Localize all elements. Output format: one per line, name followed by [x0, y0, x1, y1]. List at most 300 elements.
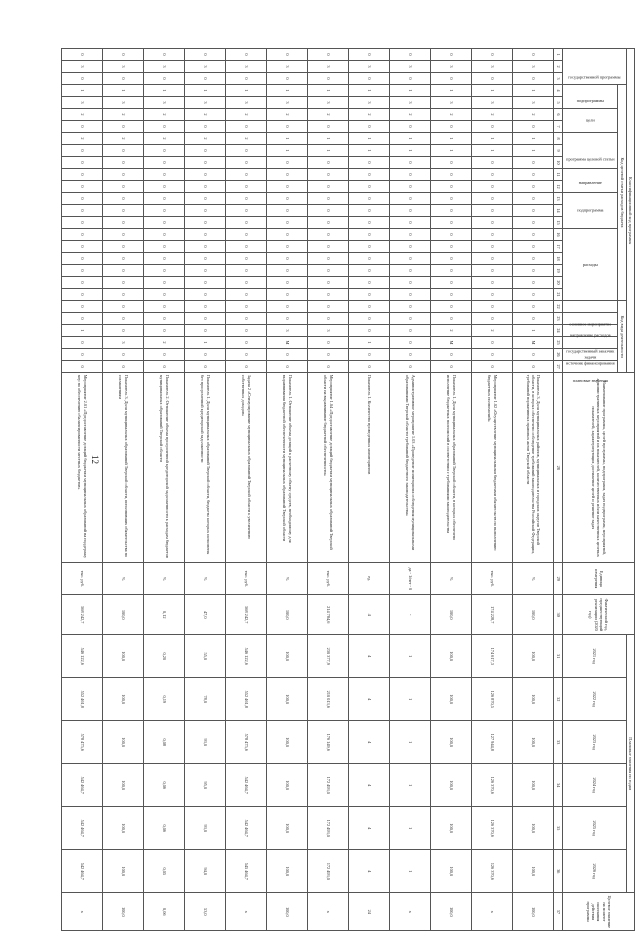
code-cell: 1	[390, 85, 431, 97]
code-cell: 2	[431, 109, 472, 121]
base-value-cell: 100,0	[103, 595, 144, 635]
table-row	[185, 49, 226, 931]
plan-value-cell: 1	[390, 635, 431, 678]
code-cell: 0	[431, 265, 472, 277]
code-cell: 0	[390, 49, 431, 61]
goal-code-header: цели	[563, 109, 618, 133]
code-cell: 0	[185, 325, 226, 337]
code-cell: 0	[431, 73, 472, 85]
code-cell: 0	[267, 265, 308, 277]
code-cell: 2	[62, 133, 103, 145]
code-cell: 0	[513, 361, 554, 373]
code-cell: 0	[267, 49, 308, 61]
code-cell: 0	[185, 181, 226, 193]
code-cell: 2	[472, 325, 513, 337]
code-cell: 0	[472, 169, 513, 181]
code-cell: 1	[431, 85, 472, 97]
code-cell: 0	[390, 217, 431, 229]
code-cell: 0	[308, 49, 349, 61]
plan-value-cell: 1	[390, 678, 431, 721]
code-cell: 0	[226, 349, 267, 361]
code-cell: 0	[185, 301, 226, 313]
table-row	[226, 49, 267, 931]
code-cell: 1	[513, 325, 554, 337]
code-cell: 1	[513, 145, 554, 157]
code-cell: 1	[349, 337, 390, 349]
column-number: 14	[554, 205, 563, 217]
code-cell: 0	[513, 217, 554, 229]
code-cell: 0	[472, 265, 513, 277]
code-cell: 1	[185, 337, 226, 349]
code-cell: 0	[185, 157, 226, 169]
code-cell: 0	[267, 301, 308, 313]
code-cell: 1	[349, 145, 390, 157]
plan-value-cell: 94,0	[185, 850, 226, 893]
code-cell: 0	[226, 265, 267, 277]
area-header: направление расходов	[563, 313, 618, 325]
code-cell: 0	[390, 289, 431, 301]
plan-value-cell: 1	[390, 721, 431, 764]
code-cell: 0	[226, 313, 267, 325]
code-cell: 0	[308, 121, 349, 133]
code-cell: 0	[390, 349, 431, 361]
plan-value-cell: 210 013,6	[308, 678, 349, 721]
code-cell: 0	[226, 277, 267, 289]
table-row	[62, 49, 103, 931]
code-cell: 0	[349, 229, 390, 241]
code-cell: 0	[226, 289, 267, 301]
plan-value-cell: 174 617,3	[472, 635, 513, 678]
code-cell: 0	[390, 205, 431, 217]
code-cell: 3	[226, 61, 267, 73]
indicator-name-cell: Мероприятие 2.01 «Предоставление дотаций бюджетам муниципальных образований на поддержку мер по обеспечению сбалансированности местных бюджетов»	[62, 373, 103, 563]
code-cell: 3	[185, 97, 226, 109]
code-cell: 0	[103, 349, 144, 361]
code-cell: 0	[349, 277, 390, 289]
code-cell: 0	[308, 313, 349, 325]
code-cell: 0	[267, 193, 308, 205]
plan-value-cell: 78,0	[185, 678, 226, 721]
code-cell: 1	[144, 85, 185, 97]
code-cell: 0	[431, 289, 472, 301]
year-2025-header: 2025 год	[563, 807, 626, 850]
indicator-name-cell: Показатель 1. Отношение объема дотаций к расчетному объему средств, необходимому для выравнивания бюджетной обеспеченности муниципальных образований Тверской области	[267, 373, 308, 563]
code-cell: 1	[513, 133, 554, 145]
code-cell: 0	[103, 277, 144, 289]
code-cell: 0	[431, 241, 472, 253]
plan-value-cell: 100,0	[513, 764, 554, 807]
plan-value-cell: 100,0	[431, 635, 472, 678]
plan-value-cell: 127 944,8	[472, 721, 513, 764]
code-cell: 3	[390, 97, 431, 109]
code-cell: 0	[267, 277, 308, 289]
code-cell: 0	[144, 289, 185, 301]
code-cell: 0	[349, 181, 390, 193]
base-value-cell: 100,0	[513, 595, 554, 635]
unit-cell: %	[431, 563, 472, 595]
mark-header: плановые значения	[563, 361, 618, 373]
column-number: 20	[554, 277, 563, 289]
code-cell: 0	[226, 181, 267, 193]
plan-value-cell: 1	[390, 764, 431, 807]
final-value-cell: 24	[349, 893, 390, 931]
code-cell: 1	[390, 133, 431, 145]
code-cell: 0	[144, 301, 185, 313]
code-cell: 1	[62, 85, 103, 97]
plan-value-cell: 100,0	[103, 678, 144, 721]
code-cell: 0	[308, 289, 349, 301]
code-cell: 0	[513, 121, 554, 133]
name-column-header: Наименование программы, целей программы, подпрограмм, задач подпрограмм, мероприятий, административных мероприятий и их показателей, количественных и/или качественных целевых показателей, характеризующих достижение целей и решение задач	[563, 373, 635, 563]
program-indicators-table	[61, 48, 635, 931]
code-cell: 0	[103, 121, 144, 133]
code-cell: 0	[185, 217, 226, 229]
code-cell: 1	[349, 133, 390, 145]
code-cell: 0	[226, 145, 267, 157]
code-cell: 0	[308, 253, 349, 265]
code-cell: 0	[62, 157, 103, 169]
code-cell: 2	[472, 109, 513, 121]
plan-value-cell: 552 461,8	[62, 678, 103, 721]
code-cell: 0	[513, 265, 554, 277]
code-cell: 1	[308, 133, 349, 145]
base-value-cell: 100,0	[267, 595, 308, 635]
agency-header: государственный заказчик	[563, 325, 618, 337]
code-cell: 0	[144, 253, 185, 265]
final-value-cell: 0,06	[144, 893, 185, 931]
table-row	[308, 49, 349, 931]
table-row	[472, 49, 513, 931]
code-cell: 3	[472, 61, 513, 73]
code-cell: 0	[62, 169, 103, 181]
code-cell: 0	[185, 49, 226, 61]
plan-value-cell: 4	[349, 850, 390, 893]
code-cell: 0	[308, 265, 349, 277]
code-cell: 3	[472, 97, 513, 109]
column-number: 13	[554, 193, 563, 205]
column-number: 23	[554, 313, 563, 325]
code-cell: 1	[308, 145, 349, 157]
code-cell: 0	[103, 193, 144, 205]
code-cell: 0	[431, 49, 472, 61]
code-cell: 0	[349, 361, 390, 373]
code-cell: 0	[144, 325, 185, 337]
plan-value-cell: 55,0	[185, 635, 226, 678]
code-cell: 0	[62, 73, 103, 85]
code-cell: 3	[144, 61, 185, 73]
code-cell: 0	[103, 265, 144, 277]
task-header: задачи	[563, 349, 618, 361]
code-cell: 0	[226, 169, 267, 181]
code-cell: 0	[144, 229, 185, 241]
base-value-cell: 4	[349, 595, 390, 635]
code-cell: 0	[513, 49, 554, 61]
code-cell: 0	[267, 361, 308, 373]
plan-value-cell: 100,0	[513, 807, 554, 850]
plan-value-cell: 542 464,7	[62, 764, 103, 807]
code-cell: 1	[185, 85, 226, 97]
code-cell: 0	[472, 361, 513, 373]
code-cell: 0	[62, 181, 103, 193]
code-cell: 0	[226, 361, 267, 373]
plan-value-cell: 100,0	[267, 764, 308, 807]
code-cell: 0	[513, 205, 554, 217]
code-cell: 1	[431, 145, 472, 157]
code-cell: 0	[431, 193, 472, 205]
column-number: 21	[554, 289, 563, 301]
code-cell: 0	[103, 325, 144, 337]
code-cell: 0	[103, 301, 144, 313]
code-cell: 0	[185, 289, 226, 301]
plan-value-cell: 4	[349, 721, 390, 764]
code-cell: 0	[390, 361, 431, 373]
code-cell: 0	[103, 73, 144, 85]
table-row	[390, 49, 431, 931]
code-cell: 1	[267, 85, 308, 97]
code-cell: 0	[267, 289, 308, 301]
code-cell: 3	[513, 61, 554, 73]
code-cell: 0	[62, 145, 103, 157]
code-cell: 1	[513, 85, 554, 97]
plan-value-cell: 0,20	[144, 635, 185, 678]
rotated-table-container	[77, 48, 635, 929]
code-cell: 0	[226, 73, 267, 85]
code-cell: 3	[431, 61, 472, 73]
code-cell: 0	[349, 241, 390, 253]
code-cell: 0	[308, 205, 349, 217]
plan-value-cell: 100,0	[513, 635, 554, 678]
code-cell: 0	[267, 229, 308, 241]
code-cell: 0	[390, 277, 431, 289]
plan-value-cell: 100,0	[267, 807, 308, 850]
code-cell: 0	[431, 205, 472, 217]
code-cell: 0	[62, 121, 103, 133]
column-number: 10	[554, 157, 563, 169]
direction-header: направление	[563, 169, 618, 193]
code-cell: 0	[308, 277, 349, 289]
code-cell: 0	[390, 169, 431, 181]
code-cell: 0	[144, 313, 185, 325]
column-number: 26	[554, 349, 563, 361]
plan-value-cell: 100,0	[513, 721, 554, 764]
code-cell: 0	[472, 253, 513, 265]
code-cell: 0	[513, 157, 554, 169]
code-cell: 0	[390, 253, 431, 265]
table-row	[431, 49, 472, 931]
code-cell: 1	[103, 85, 144, 97]
plan-value-cell: 172 493,0	[308, 850, 349, 893]
code-cell: 0	[267, 73, 308, 85]
code-cell: 0	[431, 157, 472, 169]
code-cell: 0	[349, 49, 390, 61]
base-value-cell: 0,12	[144, 595, 185, 635]
final-value-cell: 100,0	[267, 893, 308, 931]
code-cell: 0	[226, 253, 267, 265]
code-cell: 3	[62, 61, 103, 73]
plan-value-cell: 100,0	[103, 635, 144, 678]
code-cell: 0	[185, 205, 226, 217]
plan-value-cell: 100,0	[267, 635, 308, 678]
code-cell: 3	[349, 61, 390, 73]
plan-value-cell: 100,0	[103, 721, 144, 764]
unit-cell: %	[267, 563, 308, 595]
plan-value-cell: 100,0	[513, 678, 554, 721]
code-cell: 0	[103, 205, 144, 217]
code-cell: 0	[103, 229, 144, 241]
plan-value-cell: 542 464,7	[62, 850, 103, 893]
code-cell: 0	[390, 301, 431, 313]
code-cell: 0	[349, 205, 390, 217]
code-cell: 0	[349, 253, 390, 265]
plan-value-cell: 230 377,9	[308, 635, 349, 678]
code-cell: 1	[62, 325, 103, 337]
code-cell: 0	[267, 349, 308, 361]
plan-value-cell: 100,0	[103, 764, 144, 807]
column-number: 9	[554, 145, 563, 157]
code-cell: 0	[144, 241, 185, 253]
code-cell: 0	[267, 313, 308, 325]
code-cell: 1	[308, 85, 349, 97]
code-cell: 3	[513, 97, 554, 109]
plan-value-cell: 95,0	[185, 764, 226, 807]
code-cell: 0	[513, 193, 554, 205]
code-cell: 1	[349, 85, 390, 97]
code-cell: 2	[308, 109, 349, 121]
code-cell: 0	[103, 49, 144, 61]
plan-value-cell: 100,0	[267, 678, 308, 721]
code-cell: 0	[144, 49, 185, 61]
plan-value-cell: 100,0	[103, 807, 144, 850]
plan-value-cell: 1	[390, 850, 431, 893]
code-cell: 0	[349, 193, 390, 205]
code-cell: 0	[431, 301, 472, 313]
unit-cell: ед.	[349, 563, 390, 595]
column-number: 25	[554, 337, 563, 349]
column-number: 2	[554, 61, 563, 73]
code-cell: 2	[390, 109, 431, 121]
code-cell: 0	[308, 337, 349, 349]
code-cell: 3	[62, 97, 103, 109]
code-cell: 0	[144, 193, 185, 205]
base-year-column-header: Фактический год, предшествующий реализации (2020 год)	[563, 595, 635, 635]
code-cell: 0	[144, 157, 185, 169]
activity-codes-group-header: Код вида деятельности	[618, 301, 626, 373]
code-cell: 0	[390, 229, 431, 241]
plan-value-cell: 542 464,7	[226, 764, 267, 807]
code-cell: М	[431, 337, 472, 349]
plan-values-group-header: Плановые значения по годам	[626, 635, 634, 893]
column-number: 12	[554, 181, 563, 193]
code-cell: 3	[431, 97, 472, 109]
base-value-cell: -	[390, 595, 431, 635]
code-cell: 0	[431, 217, 472, 229]
code-cell: 0	[103, 289, 144, 301]
code-cell: 0	[62, 301, 103, 313]
code-cell: 0	[349, 301, 390, 313]
code-cell: 0	[390, 265, 431, 277]
code-cell: 0	[513, 289, 554, 301]
plan-value-cell: 4	[349, 678, 390, 721]
code-cell: 0	[431, 169, 472, 181]
table-row	[267, 49, 308, 931]
sub-code-header: подпрограммы	[563, 85, 618, 109]
main-event-header: основное мероприятие	[563, 301, 618, 313]
code-cell: 0	[431, 229, 472, 241]
code-cell: 0	[144, 169, 185, 181]
unit-cell: тыс. руб.	[472, 563, 513, 595]
table-row	[103, 49, 144, 931]
code-cell: 0	[513, 73, 554, 85]
code-cell: 3	[308, 61, 349, 73]
code-cell: 0	[103, 157, 144, 169]
unit-cell: %	[103, 563, 144, 595]
final-value-cell: 53,0	[185, 893, 226, 931]
code-cell: 0	[308, 217, 349, 229]
code-cell: 0	[431, 361, 472, 373]
code-cell: 0	[62, 349, 103, 361]
final-value-cell: 100,0	[513, 893, 554, 931]
column-number: 27	[554, 361, 563, 373]
plan-value-cell: 0,19	[144, 678, 185, 721]
plan-value-cell: 100,0	[431, 764, 472, 807]
code-cell: 0	[349, 289, 390, 301]
code-cell: 0	[349, 169, 390, 181]
column-number-row	[554, 49, 563, 931]
column-number: 3	[554, 73, 563, 85]
code-cell: 0	[185, 349, 226, 361]
code-cell: 0	[349, 349, 390, 361]
code-cell: 0	[103, 169, 144, 181]
column-number: 29	[554, 563, 563, 595]
code-cell: 3	[103, 337, 144, 349]
code-cell: 0	[62, 277, 103, 289]
code-cell: 2	[103, 109, 144, 121]
code-cell: 0	[103, 253, 144, 265]
plan-value-cell: 172 493,0	[308, 764, 349, 807]
plan-value-cell: 100,0	[431, 721, 472, 764]
code-cell: 0	[308, 73, 349, 85]
code-cell: 0	[431, 313, 472, 325]
code-cell: 2	[431, 325, 472, 337]
code-cell: 1	[431, 133, 472, 145]
indicator-name-cell: Мероприятие 1.02 «Осуществление муниципальными бюджетами обязательств по выполнению бюджетных полномочий»	[472, 373, 513, 563]
code-cell: 3	[390, 61, 431, 73]
code-cell: 0	[226, 205, 267, 217]
code-cell: 1	[472, 85, 513, 97]
plan-value-cell: 176 149,6	[308, 721, 349, 764]
column-number: 34	[554, 764, 563, 807]
final-value-cell: х	[472, 893, 513, 931]
code-cell: 2	[144, 133, 185, 145]
table-row	[144, 49, 185, 931]
code-cell: 0	[472, 301, 513, 313]
column-number: 4	[554, 85, 563, 97]
code-cell: 0	[62, 217, 103, 229]
code-cell: 0	[62, 229, 103, 241]
code-cell: 1	[267, 133, 308, 145]
unit-column-header: Единица измерения	[563, 563, 635, 595]
code-cell: 0	[103, 145, 144, 157]
code-cell: 0	[513, 229, 554, 241]
code-cell: 0	[62, 265, 103, 277]
code-cell: 2	[349, 109, 390, 121]
unit-cell: тыс. руб.	[226, 563, 267, 595]
code-cell: 0	[390, 313, 431, 325]
code-cell: 0	[144, 277, 185, 289]
code-cell: 1	[390, 145, 431, 157]
code-cell: 3	[267, 325, 308, 337]
code-cell: 0	[308, 229, 349, 241]
